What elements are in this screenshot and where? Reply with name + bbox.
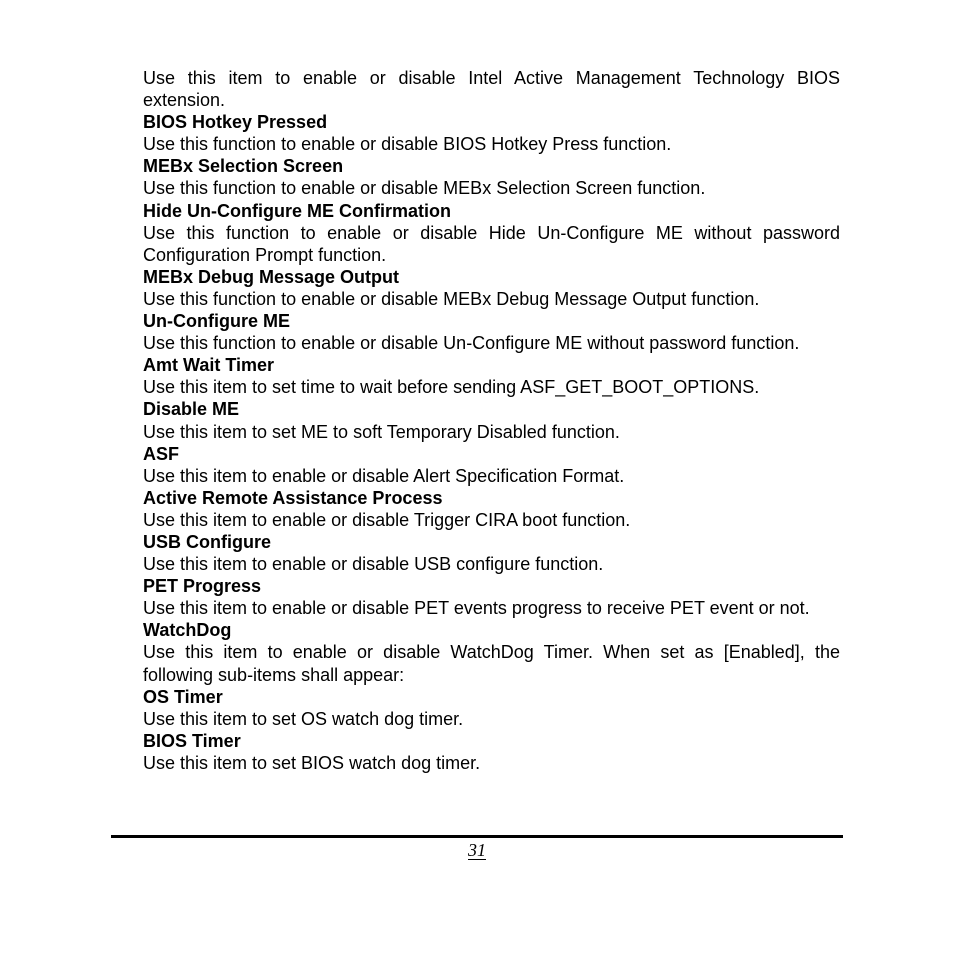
item-desc-unconfigure-me: Use this function to enable or disable Un-Configure ME without password function.: [143, 333, 800, 354]
item-heading-usb-configure: USB Configure: [143, 531, 271, 552]
item-heading-pet-progress: PET Progress: [143, 576, 262, 597]
item-heading-os-timer: OS Timer: [143, 686, 223, 707]
item-heading-watchdog: WatchDog: [143, 620, 232, 641]
page-number: 31: [468, 840, 486, 860]
item-heading-unconfigure-me: Un-Configure ME: [143, 311, 290, 332]
item-heading-bios-timer: BIOS Timer: [143, 730, 241, 751]
item-desc-mebx-debug-output: Use this function to enable or disable MEBx Debug Message Output function.: [143, 288, 760, 309]
item-desc-hide-unconfigure-me: Use this function to enable or disable Hide Un-Configure ME without password Configuration Prompt function.: [143, 222, 840, 265]
document-body: [143, 67, 840, 774]
item-desc-disable-me: Use this item to set ME to soft Temporary Disabled function.: [143, 421, 620, 442]
intro-paragraph: Use this item to enable or disable Intel Active Management Technology BIOS extension.: [143, 68, 840, 111]
item-heading-disable-me: Disable ME: [143, 399, 240, 420]
item-heading-active-remote-assistance: Active Remote Assistance Process: [143, 487, 443, 508]
item-heading-hide-unconfigure-me: Hide Un-Configure ME Confirmation: [143, 200, 451, 221]
item-desc-asf: Use this item to enable or disable Alert Specification Format.: [143, 465, 625, 486]
item-desc-amt-wait-timer: Use this item to set time to wait before sending ASF_GET_BOOT_OPTIONS.: [143, 377, 760, 398]
item-desc-watchdog: Use this item to enable or disable WatchDog Timer. When set as [Enabled], the following sub-items shall appear:: [143, 642, 840, 685]
footer-divider: [111, 835, 843, 838]
item-desc-bios-timer: Use this item to set BIOS watch dog timer.: [143, 752, 481, 773]
item-desc-os-timer: Use this item to set OS watch dog timer.: [143, 708, 464, 729]
item-heading-asf: ASF: [143, 443, 179, 464]
item-desc-active-remote-assistance: Use this item to enable or disable Trigger CIRA boot function.: [143, 509, 631, 530]
item-desc-usb-configure: Use this item to enable or disable USB configure function.: [143, 554, 604, 575]
item-desc-bios-hotkey-pressed: Use this function to enable or disable BIOS Hotkey Press function.: [143, 134, 672, 155]
item-heading-amt-wait-timer: Amt Wait Timer: [143, 355, 275, 376]
item-heading-mebx-selection-screen: MEBx Selection Screen: [143, 156, 344, 177]
item-heading-mebx-debug-output: MEBx Debug Message Output: [143, 266, 400, 287]
item-heading-bios-hotkey-pressed: BIOS Hotkey Pressed: [143, 112, 328, 133]
item-desc-pet-progress: Use this item to enable or disable PET events progress to receive PET event or not.: [143, 598, 810, 619]
item-desc-mebx-selection-screen: Use this function to enable or disable MEBx Selection Screen function.: [143, 178, 706, 199]
